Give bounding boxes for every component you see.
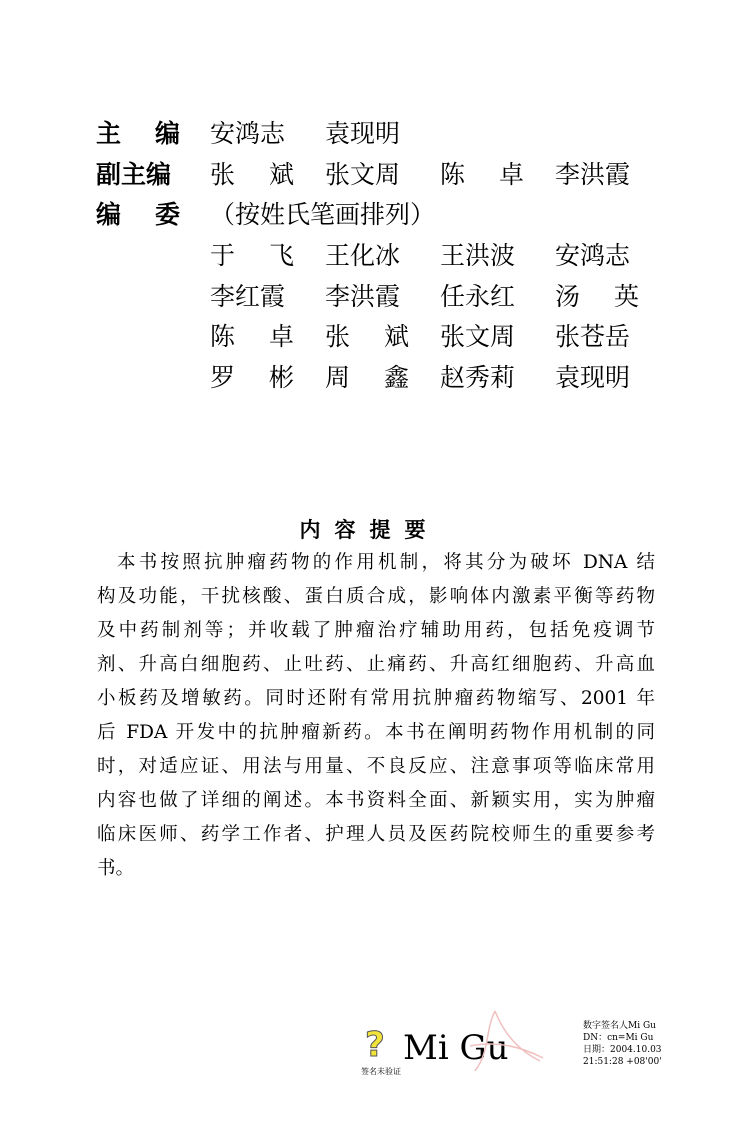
name-part: 飞: [268, 241, 294, 270]
name-part: 李红霞: [210, 281, 286, 311]
credit-label: [96, 160, 180, 190]
name-part: 张文周: [440, 322, 516, 351]
person-name: [555, 160, 639, 190]
acrobat-logo-watermark: [465, 1006, 545, 1076]
abstract-line: 内容也做了详细的阐述。本书资料全面、新颖实用，实为肿瘤: [97, 790, 655, 811]
committee-note: （按姓氏笔画排列）: [210, 200, 436, 229]
abstract-body: [97, 546, 655, 886]
signer-name: Mi Gu: [403, 1028, 509, 1068]
person-name: [325, 322, 409, 352]
label-char: 副主编: [96, 160, 172, 189]
signature-info-line: 数字签名人Mi Gu: [583, 1021, 656, 1031]
person-name: [210, 322, 294, 352]
abstract-line: 剂、升高白细胞药、止吐药、止痛药、升高红细胞药、升高血: [97, 654, 655, 675]
name-part: 袁现明: [325, 119, 401, 148]
signature-info-line: 21:51:28 +08'00': [583, 1057, 662, 1067]
credit-label: [96, 119, 180, 149]
label-char: 主: [96, 119, 122, 148]
name-part: 汤: [555, 281, 581, 311]
name-part: 鑫: [383, 362, 409, 392]
person-name: [210, 282, 294, 312]
person-name: [325, 363, 409, 393]
person-name: [210, 363, 294, 393]
name-part: 安鸿志: [210, 119, 286, 148]
name-part: 张: [210, 160, 236, 189]
name-part: 英: [613, 281, 639, 311]
name-part: 陈: [210, 322, 236, 351]
name-part: 卓: [498, 160, 524, 189]
name-part: 李洪霞: [555, 160, 631, 189]
credit-label: [96, 200, 180, 230]
abstract-line: 时，对适应证、用法与用量、不良反应、注意事项等临床常用: [97, 756, 655, 777]
abstract-line: 小板药及增敏药。同时还附有常用抗肿瘤药物缩写、2001 年: [97, 688, 655, 709]
abstract-line: 本书按照抗肿瘤药物的作用机制，将其分为破坏 DNA 结: [117, 552, 655, 573]
person-name: [325, 119, 409, 149]
abstract-line: 构及功能，干扰核酸、蛋白质合成，影响体内激素平衡等药物: [97, 586, 655, 607]
abstract-line: 后 FDA 开发中的抗肿瘤新药。本书在阐明药物作用机制的同: [97, 722, 655, 743]
person-name: [555, 363, 639, 393]
name-part: 王化冰: [325, 241, 401, 270]
person-name: [555, 322, 639, 352]
person-name: [325, 160, 409, 190]
name-part: 赵秀莉: [440, 362, 516, 392]
signature-info-line: DN：cn=Mi Gu: [583, 1033, 654, 1043]
name-part: 于: [210, 241, 236, 270]
person-name: [210, 160, 294, 190]
name-part: 周: [325, 362, 351, 392]
name-part: 张苍岳: [555, 322, 631, 351]
name-part: 李洪霞: [325, 281, 401, 311]
name-part: 斌: [268, 160, 294, 189]
signature-status: 签名未验证: [361, 1067, 401, 1076]
name-part: 任永红: [440, 281, 516, 311]
question-mark-icon: ?: [365, 1025, 385, 1065]
person-name: [440, 282, 524, 312]
name-part: 张: [325, 322, 351, 351]
abstract-line: 临床医师、药学工作者、护理人员及医药院校师生的重要参考: [97, 824, 655, 845]
name-part: 卓: [268, 322, 294, 351]
name-part: 安鸿志: [555, 241, 631, 270]
abstract-line: 及中药制剂等；并收载了肿瘤治疗辅助用药，包括免疫调节: [97, 620, 655, 641]
name-part: 张文周: [325, 160, 401, 189]
label-char: 委: [154, 200, 180, 229]
person-name: [555, 241, 639, 271]
label-char: 编: [154, 119, 180, 148]
person-name: [440, 322, 524, 352]
signature-info-line: 日期：2004.10.03: [583, 1045, 662, 1055]
name-part: 彬: [268, 362, 294, 392]
person-name: [440, 363, 524, 393]
name-part: 王洪波: [440, 241, 516, 270]
name-part: 罗: [210, 362, 236, 392]
person-name: [325, 282, 409, 312]
name-part: 斌: [383, 322, 409, 351]
abstract-line: 书。: [97, 858, 135, 879]
person-name: [210, 241, 294, 271]
name-part: 陈: [440, 160, 466, 189]
person-name: [210, 119, 294, 149]
signature-info: [583, 1020, 663, 1068]
name-part: 袁现明: [555, 362, 631, 392]
person-name: [440, 160, 524, 190]
abstract-title: 内容提要: [299, 518, 440, 542]
person-name: [440, 241, 524, 271]
label-char: 编: [96, 200, 122, 229]
person-name: [325, 241, 409, 271]
person-name: [555, 282, 639, 312]
